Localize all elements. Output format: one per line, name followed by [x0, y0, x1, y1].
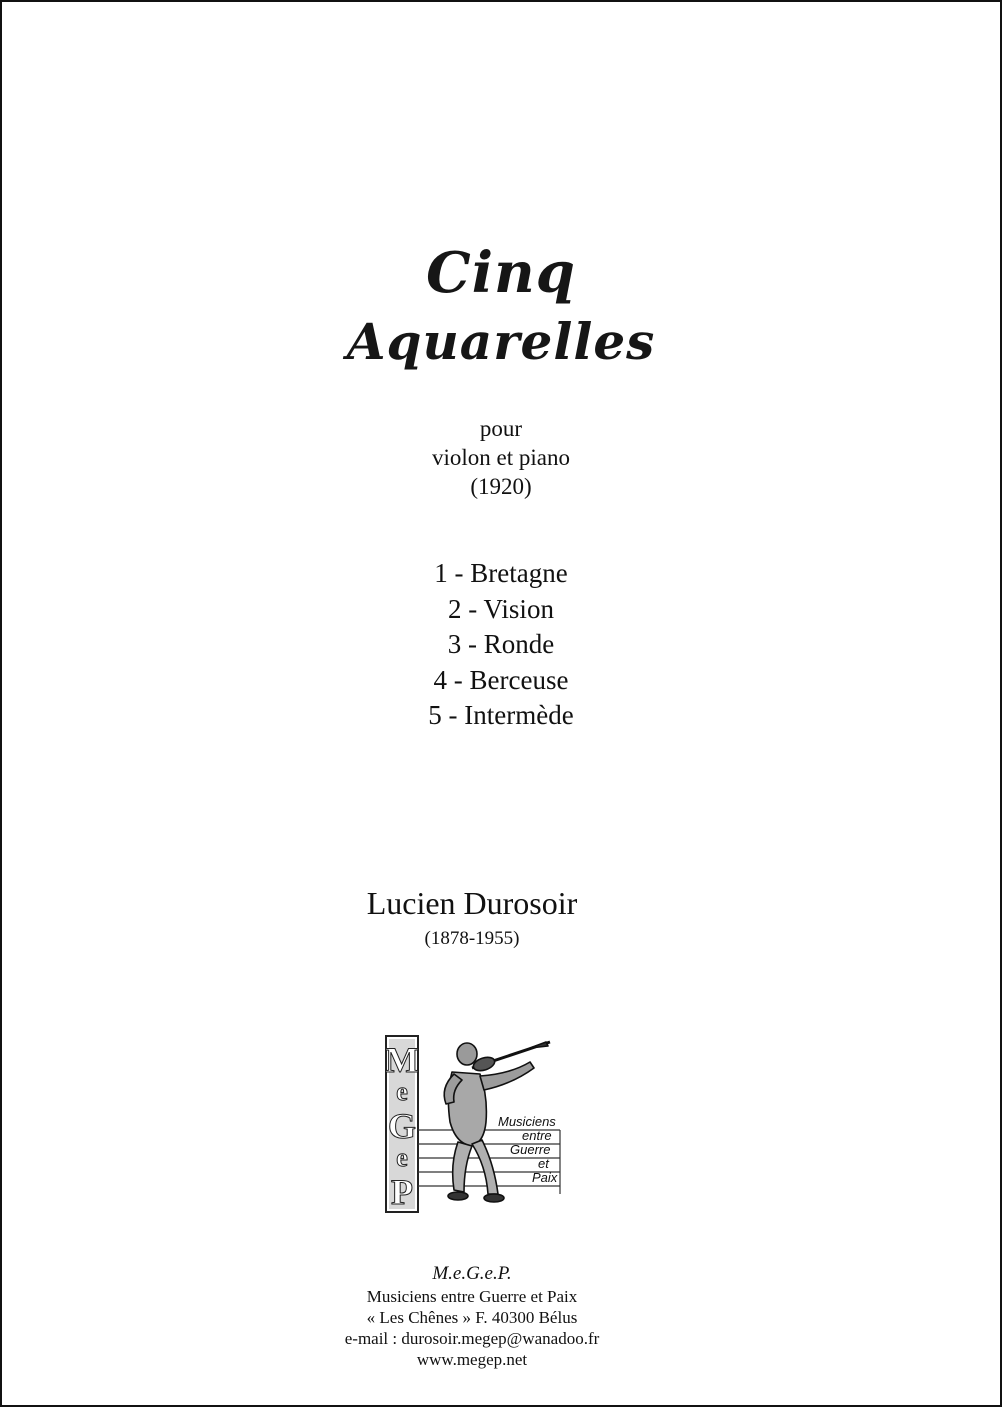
composer-dates: (1878-1955): [424, 928, 520, 949]
title-line-cinq: Cinq: [426, 240, 576, 306]
movement-item: 1 - Bretagne: [434, 558, 568, 588]
logo-word: Guerre: [510, 1142, 551, 1157]
logo-word: entre: [522, 1128, 552, 1143]
logo-word: et: [538, 1156, 549, 1171]
publisher-block: [0, 1262, 944, 1370]
movement-item: 3 - Ronde: [447, 629, 555, 659]
composer-name: Lucien Durosoir: [366, 885, 578, 921]
movement-item: 4 - Berceuse: [433, 664, 569, 695]
publisher-address: « Les Chênes » F. 40300 Bélus: [366, 1308, 578, 1327]
subtitle-pour: pour: [479, 416, 523, 441]
movement-item: 2 - Vision: [448, 593, 554, 624]
megep-logo: [380, 1034, 566, 1214]
subtitle-instruments: violon et piano: [432, 445, 570, 470]
logo-letter: e: [396, 1077, 408, 1106]
subtitle-year: (1920): [470, 474, 532, 499]
publisher-website: www.megep.net: [416, 1350, 528, 1369]
publisher-name: M.e.G.e.P.: [432, 1263, 512, 1284]
title-line-aquarelles: Aquarelles: [346, 312, 656, 371]
logo-letter: e: [396, 1143, 408, 1172]
movement-item: 5 - Intermède: [428, 700, 574, 730]
logo-letter: P: [391, 1172, 413, 1212]
subtitle-block: [0, 414, 1002, 501]
logo-word: Musiciens: [498, 1114, 556, 1129]
logo-letter: M: [385, 1040, 419, 1080]
publisher-email: e-mail : durosoir.megep@wanadoo.fr: [344, 1329, 600, 1348]
publisher-full-name: Musiciens entre Guerre et Paix: [366, 1287, 578, 1306]
logo-letter: G: [387, 1106, 417, 1146]
logo-word: Paix: [532, 1170, 558, 1185]
movement-list: [0, 556, 1002, 734]
